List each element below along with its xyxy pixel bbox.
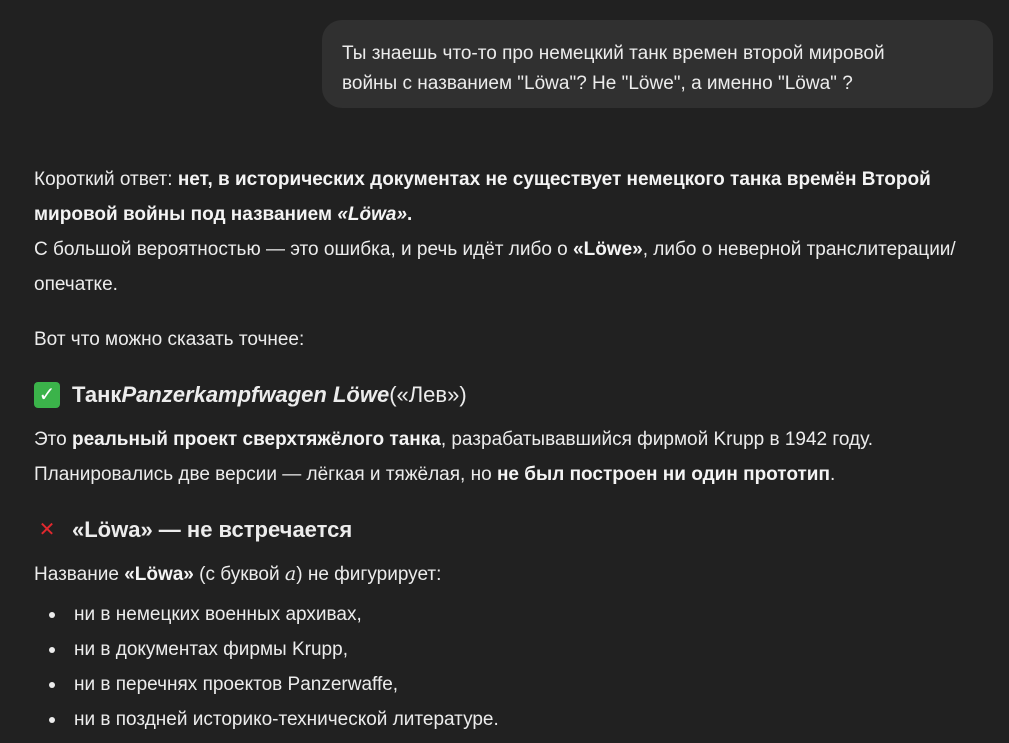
list-item: ни в перечнях проектов Panzerwaffe, <box>34 667 974 702</box>
section2-body-prefix: Название <box>34 564 125 585</box>
section1-title-prefix: Танк <box>72 382 122 407</box>
section1-body <box>34 422 974 492</box>
list-item: ни в немецких военных архивах, <box>34 597 974 632</box>
section2-body <box>34 557 974 592</box>
section1-title-italic: Panzerkampfwagen Löwe <box>121 382 390 407</box>
section1-body-bold2: не был построен ни один прототип <box>496 464 830 485</box>
cross-mark-icon: ✕ <box>38 518 56 541</box>
section1-body-bold: реальный проект сверхтяжёлого танка <box>72 429 441 450</box>
section-heading-lowa <box>34 512 974 547</box>
list-item: ни в документах фирмы Krupp, <box>34 632 974 667</box>
section2-title: «Löwa» — не встречается <box>72 517 353 542</box>
user-message-bubble <box>322 20 993 108</box>
assistant-answer <box>34 162 974 737</box>
user-message-line-1: Ты знаешь что-то про немецкий танк времен второй мировой <box>342 43 885 64</box>
user-message-line-2: войны с названием "Löwa"? Не "Löwe", а именно "Löwa" ? <box>342 73 853 94</box>
section2-body-end: ) не фигурирует: <box>296 564 442 585</box>
section2-body-bold: «Löwa» <box>124 564 194 585</box>
probability-paragraph <box>34 232 974 302</box>
list-item: ни в поздней историко-технической литературе. <box>34 702 974 737</box>
intro-paragraph: Вот что можно сказать точнее: <box>34 329 305 350</box>
section2-body-letter: a <box>284 563 297 585</box>
section1-title-suffix: («Лев») <box>389 382 467 407</box>
probability-suffix: , либо о неверной транслитерации/опечатке. <box>34 239 956 295</box>
section2-body-mid: (с буквой <box>193 564 285 585</box>
short-answer-bold-end: . <box>407 204 413 225</box>
short-answer-prefix: Короткий ответ: <box>34 169 178 190</box>
section1-body-mid: , разрабатывавшийся фирмой Krupp в 1942 году. Планировались две версии — лёгкая и тяжёлая, но <box>34 429 874 485</box>
section1-body-end: . <box>829 464 836 485</box>
probability-bold: «Löwe» <box>573 239 643 260</box>
short-answer-bold-italic: «Löwa» <box>337 204 408 225</box>
check-mark-icon: ✓ <box>34 382 60 408</box>
short-answer-paragraph <box>34 162 974 232</box>
short-answer-bold: нет, в исторических документах не существует немецкого танка времён Второй мировой войны под названием <box>34 169 931 225</box>
section1-body-prefix: Это <box>34 429 72 450</box>
section2-list <box>34 597 974 737</box>
section-heading-lowe <box>34 377 974 412</box>
probability-prefix: С большой вероятностью — это ошибка, и речь идёт либо о <box>34 239 574 260</box>
